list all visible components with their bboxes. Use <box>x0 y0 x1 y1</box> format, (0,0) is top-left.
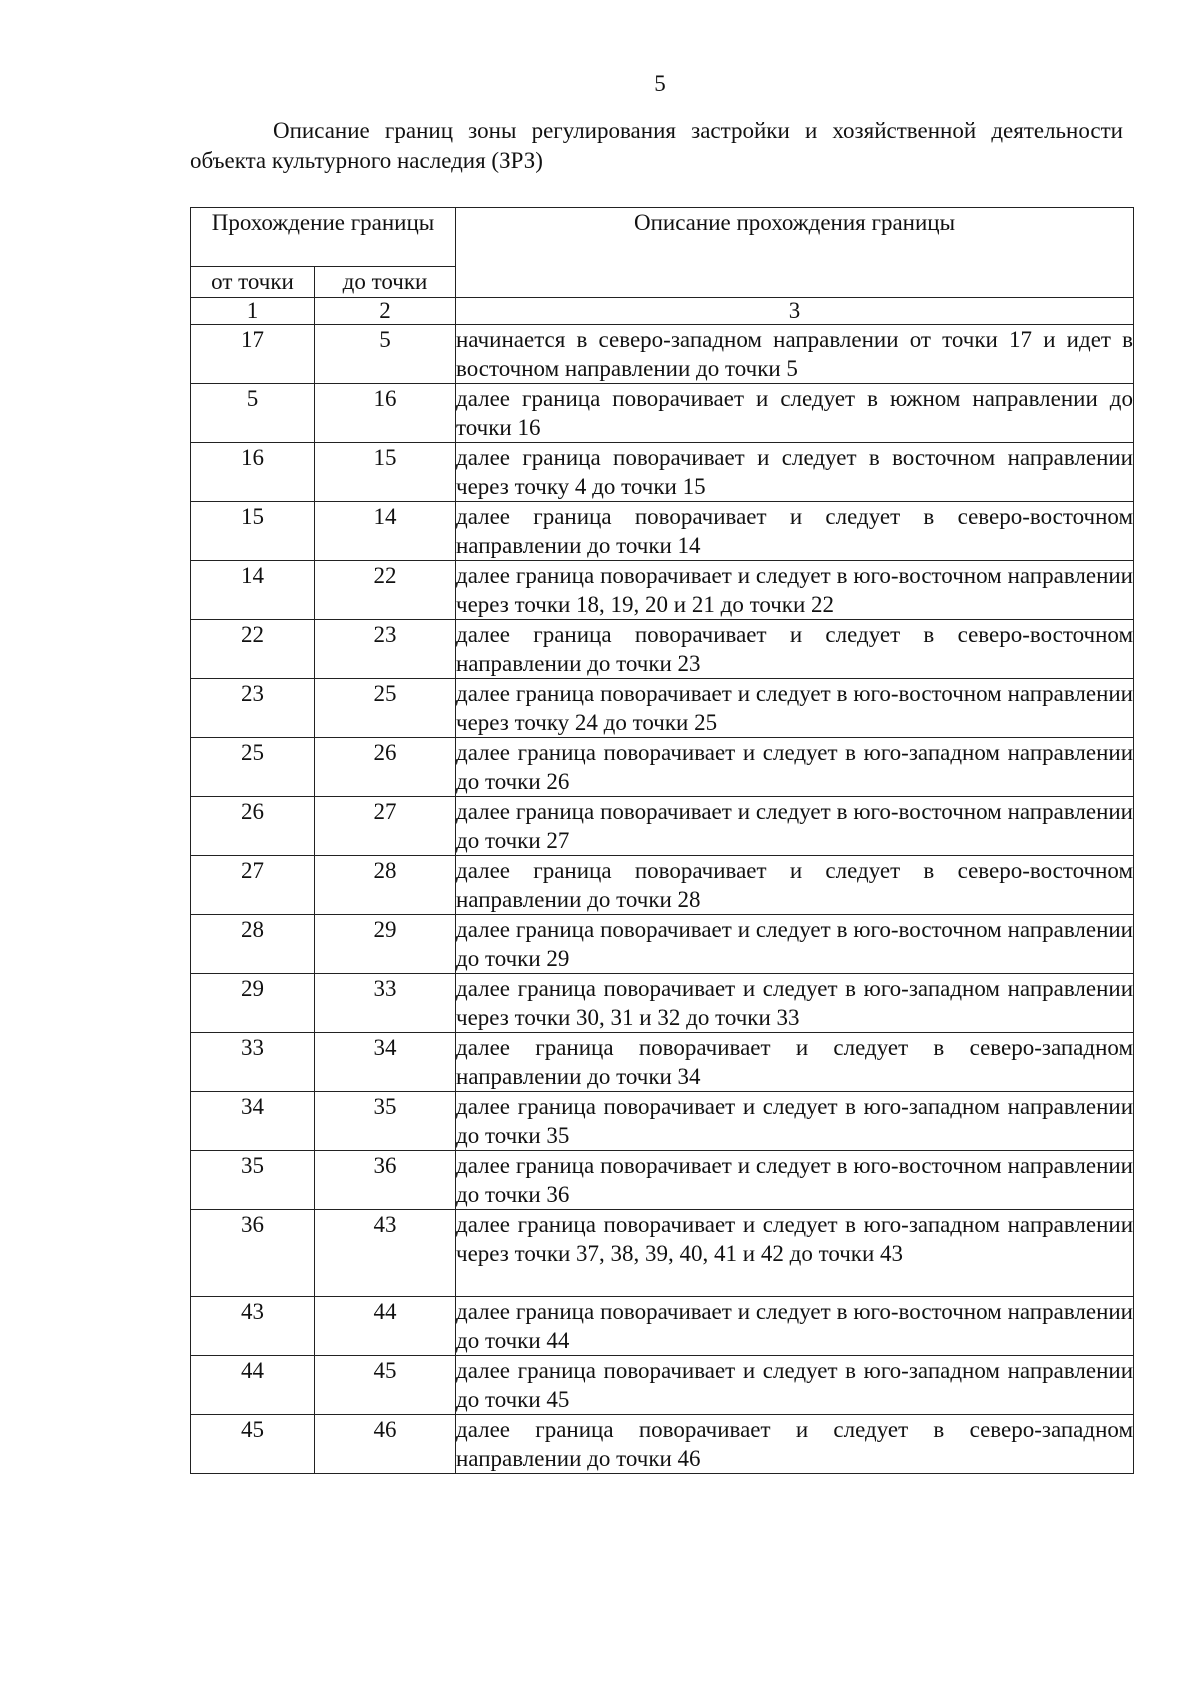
table-row <box>191 738 1134 797</box>
to-point-cell: 29 <box>315 915 456 974</box>
table-row <box>191 1210 1134 1297</box>
from-point-cell: 35 <box>191 1151 315 1210</box>
from-point-cell: 44 <box>191 1356 315 1415</box>
to-point-cell: 14 <box>315 502 456 561</box>
table-row <box>191 1092 1134 1151</box>
from-point-cell: 43 <box>191 1297 315 1356</box>
table-row <box>191 679 1134 738</box>
to-point-cell: 15 <box>315 443 456 502</box>
to-point-cell: 16 <box>315 384 456 443</box>
table-header-row <box>191 208 1134 267</box>
from-point-cell: 36 <box>191 1210 315 1297</box>
to-point-cell: 25 <box>315 679 456 738</box>
from-point-cell: 23 <box>191 679 315 738</box>
to-point-cell: 34 <box>315 1033 456 1092</box>
description-cell: далее граница поворачивает и следует в юго-восточном направлении через точку 24 до точки 25 <box>456 679 1134 738</box>
table-row <box>191 443 1134 502</box>
description-cell: далее граница поворачивает и следует в юго-западном направлении через точки 37, 38, 39, 40, 41 и 42 до точки 43 <box>456 1210 1134 1297</box>
table-row <box>191 915 1134 974</box>
column-number: 1 <box>191 298 315 325</box>
table-row <box>191 856 1134 915</box>
description-cell: далее граница поворачивает и следует в юго-восточном направлении до точки 27 <box>456 797 1134 856</box>
from-point-cell: 17 <box>191 325 315 384</box>
description-cell: далее граница поворачивает и следует в юго-западном направлении до точки 35 <box>456 1092 1134 1151</box>
description-cell: далее граница поворачивает и следует в южном направлении до точки 16 <box>456 384 1134 443</box>
header-boundary-passage: Прохождение границы <box>191 208 456 267</box>
table-row <box>191 1297 1134 1356</box>
page-number: 5 <box>654 71 666 96</box>
boundary-table <box>190 207 1134 1474</box>
description-cell: далее граница поворачивает и следует в северо-восточном направлении до точки 23 <box>456 620 1134 679</box>
description-cell: далее граница поворачивает и следует в юго-западном направлении через точки 30, 31 и 32 до точки 33 <box>456 974 1134 1033</box>
to-point-cell: 33 <box>315 974 456 1033</box>
from-point-cell: 29 <box>191 974 315 1033</box>
to-point-cell: 28 <box>315 856 456 915</box>
description-cell: начинается в северо-западном направлении от точки 17 и идет в восточном направлении до точки 5 <box>456 325 1134 384</box>
from-point-cell: 45 <box>191 1415 315 1474</box>
to-point-cell: 35 <box>315 1092 456 1151</box>
header-to-point: до точки <box>315 267 456 298</box>
from-point-cell: 25 <box>191 738 315 797</box>
from-point-cell: 22 <box>191 620 315 679</box>
table-row <box>191 1415 1134 1474</box>
from-point-cell: 16 <box>191 443 315 502</box>
to-point-cell: 45 <box>315 1356 456 1415</box>
from-point-cell: 27 <box>191 856 315 915</box>
table-row <box>191 502 1134 561</box>
from-point-cell: 26 <box>191 797 315 856</box>
from-point-cell: 28 <box>191 915 315 974</box>
header-description: Описание прохождения границы <box>456 208 1134 298</box>
table-row <box>191 561 1134 620</box>
description-cell: далее граница поворачивает и следует в юго-западном направлении до точки 26 <box>456 738 1134 797</box>
table-body <box>191 325 1134 1474</box>
to-point-cell: 27 <box>315 797 456 856</box>
table-row <box>191 974 1134 1033</box>
column-number: 2 <box>315 298 456 325</box>
column-number-row <box>191 298 1134 325</box>
description-cell: далее граница поворачивает и следует в северо-восточном направлении до точки 28 <box>456 856 1134 915</box>
document-title: Описание границ зоны регулирования застройки и хозяйственной деятельности объекта культурного наследия (ЗРЗ) <box>190 118 1123 173</box>
to-point-cell: 44 <box>315 1297 456 1356</box>
from-point-cell: 14 <box>191 561 315 620</box>
table-row <box>191 384 1134 443</box>
from-point-cell: 33 <box>191 1033 315 1092</box>
from-point-cell: 34 <box>191 1092 315 1151</box>
table-row <box>191 1033 1134 1092</box>
description-cell: далее граница поворачивает и следует в северо-западном направлении до точки 34 <box>456 1033 1134 1092</box>
description-cell: далее граница поворачивает и следует в юго-восточном направлении до точки 29 <box>456 915 1134 974</box>
from-point-cell: 5 <box>191 384 315 443</box>
table-row <box>191 1151 1134 1210</box>
to-point-cell: 23 <box>315 620 456 679</box>
table-row <box>191 620 1134 679</box>
from-point-cell: 15 <box>191 502 315 561</box>
table-row <box>191 1356 1134 1415</box>
table-row <box>191 797 1134 856</box>
to-point-cell: 46 <box>315 1415 456 1474</box>
to-point-cell: 26 <box>315 738 456 797</box>
description-cell: далее граница поворачивает и следует в юго-западном направлении до точки 45 <box>456 1356 1134 1415</box>
to-point-cell: 5 <box>315 325 456 384</box>
header-from-point: от точки <box>191 267 315 298</box>
to-point-cell: 43 <box>315 1210 456 1297</box>
to-point-cell: 22 <box>315 561 456 620</box>
description-cell: далее граница поворачивает и следует в юго-восточном направлении до точки 44 <box>456 1297 1134 1356</box>
table-row <box>191 325 1134 384</box>
to-point-cell: 36 <box>315 1151 456 1210</box>
description-cell: далее граница поворачивает и следует в северо-западном направлении до точки 46 <box>456 1415 1134 1474</box>
description-cell: далее граница поворачивает и следует в северо-восточном направлении до точки 14 <box>456 502 1134 561</box>
description-cell: далее граница поворачивает и следует в юго-восточном направлении до точки 36 <box>456 1151 1134 1210</box>
description-cell: далее граница поворачивает и следует в восточном направлении через точку 4 до точки 15 <box>456 443 1134 502</box>
column-number: 3 <box>456 298 1134 325</box>
description-cell: далее граница поворачивает и следует в юго-восточном направлении через точки 18, 19, 20 и 21 до точки 22 <box>456 561 1134 620</box>
